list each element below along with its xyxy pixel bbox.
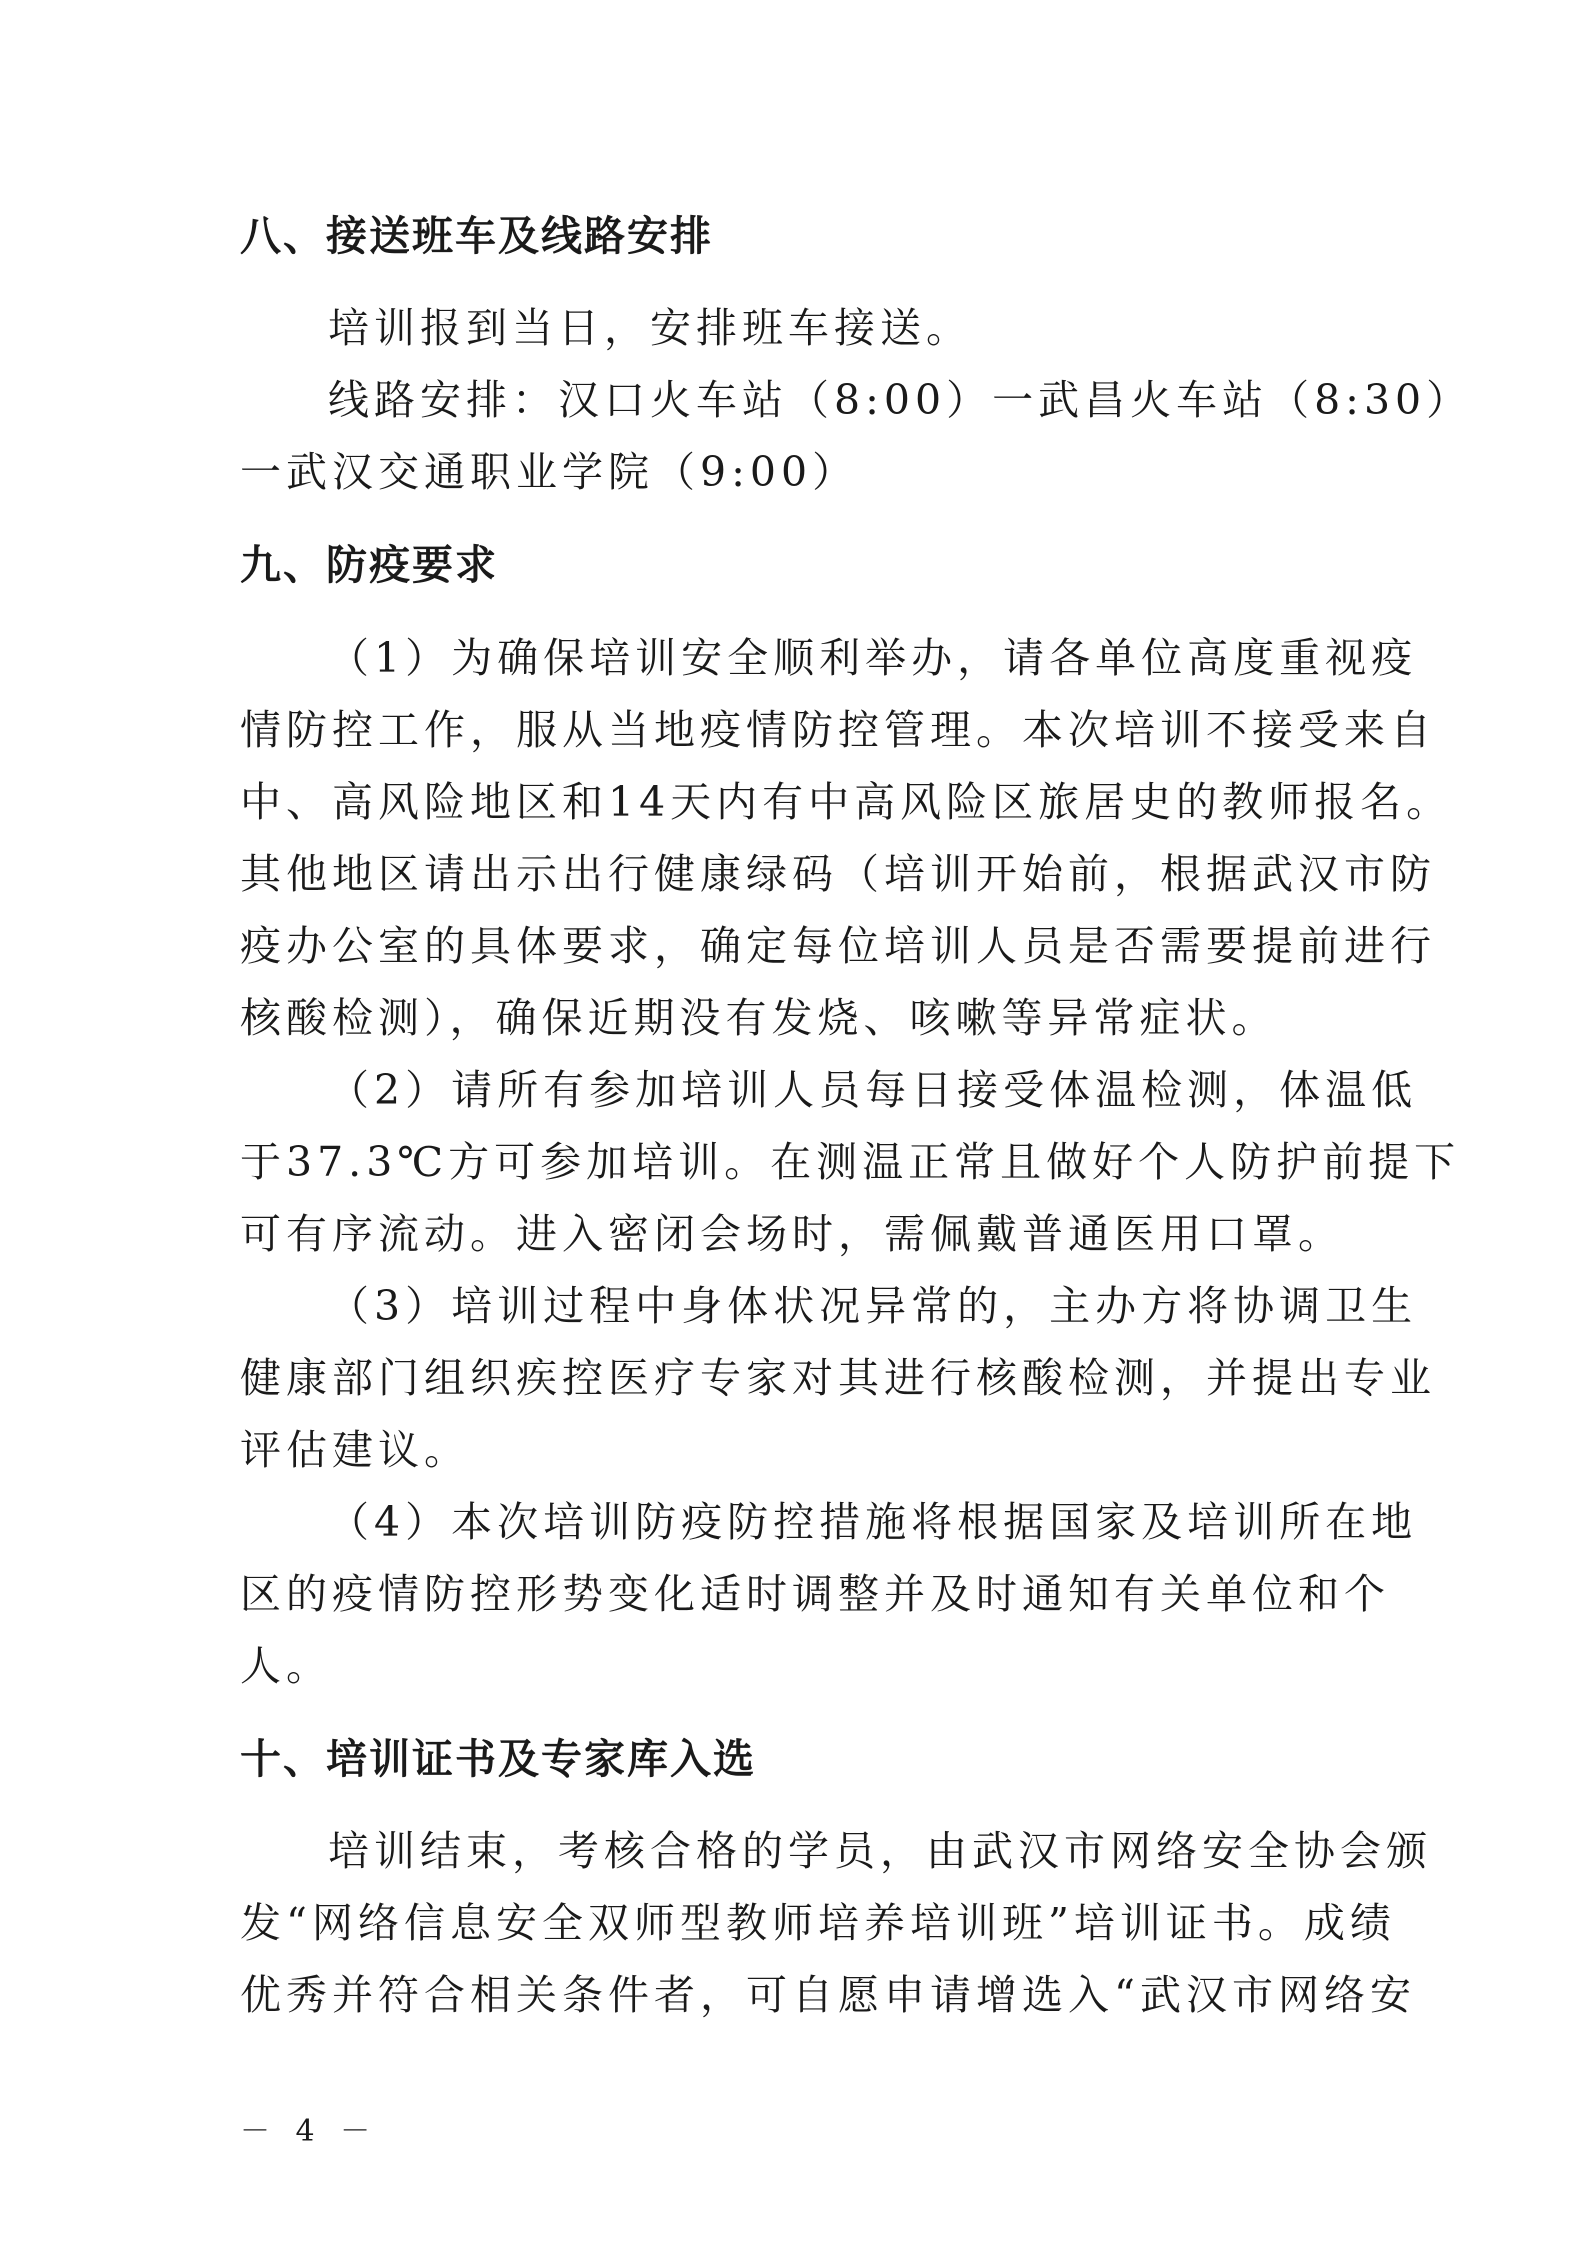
paragraph-line: 疫办公室的具体要求，确定每位培训人员是否需要提前进行 bbox=[240, 922, 1436, 970]
paragraph-line: （3）培训过程中身体状况异常的，主办方将协调卫生 bbox=[328, 1282, 1418, 1330]
paragraph-line: 区的疫情防控形势变化适时调整并及时通知有关单位和个 bbox=[240, 1570, 1390, 1618]
paragraph-line: 于37.3℃方可参加培训。在测温正常且做好个人防护前提下 bbox=[240, 1138, 1461, 1186]
paragraph-line: 发“网络信息安全双师型教师培养培训班”培训证书。成绩 bbox=[240, 1899, 1396, 1947]
paragraph-line: 培训报到当日，安排班车接送。 bbox=[328, 304, 972, 352]
section-heading-epidemic: 九、防疫要求 bbox=[240, 541, 498, 589]
paragraph-line: （4）本次培训防疫防控措施将根据国家及培训所在地 bbox=[328, 1498, 1418, 1546]
section-heading-shuttle: 八、接送班车及线路安排 bbox=[240, 212, 713, 260]
paragraph-line: 人。 bbox=[240, 1642, 332, 1690]
page-number: － 4 － bbox=[240, 2114, 379, 2149]
paragraph-line: （1）为确保培训安全顺利举办，请各单位高度重视疫 bbox=[328, 634, 1418, 682]
paragraph-line: （2）请所有参加培训人员每日接受体温检测，体温低 bbox=[328, 1066, 1418, 1114]
paragraph-line: 核酸检测），确保近期没有发烧、咳嗽等异常症状。 bbox=[240, 994, 1278, 1042]
section-heading-certificate: 十、培训证书及专家库入选 bbox=[240, 1735, 756, 1783]
paragraph-line: 优秀并符合相关条件者，可自愿申请增选入“武汉市网络安 bbox=[240, 1971, 1416, 2019]
paragraph-line: 中、高风险地区和14天内有中高风险区旅居史的教师报名。 bbox=[240, 778, 1453, 826]
paragraph-line: 一武汉交通职业学院（9:00） bbox=[240, 448, 859, 496]
paragraph-line: 健康部门组织疾控医疗专家对其进行核酸检测，并提出专业 bbox=[240, 1354, 1436, 1402]
paragraph-line: 情防控工作，服从当地疫情防控管理。本次培训不接受来自 bbox=[240, 706, 1436, 754]
paragraph-line: 可有序流动。进入密闭会场时，需佩戴普通医用口罩。 bbox=[240, 1210, 1344, 1258]
paragraph-line: 线路安排：汉口火车站（8:00）一武昌火车站（8:30） bbox=[328, 376, 1473, 424]
paragraph-line: 评估建议。 bbox=[240, 1426, 470, 1474]
paragraph-line: 培训结束，考核合格的学员，由武汉市网络安全协会颁 bbox=[328, 1827, 1432, 1875]
paragraph-line: 其他地区请出示出行健康绿码（培训开始前，根据武汉市防 bbox=[240, 850, 1436, 898]
